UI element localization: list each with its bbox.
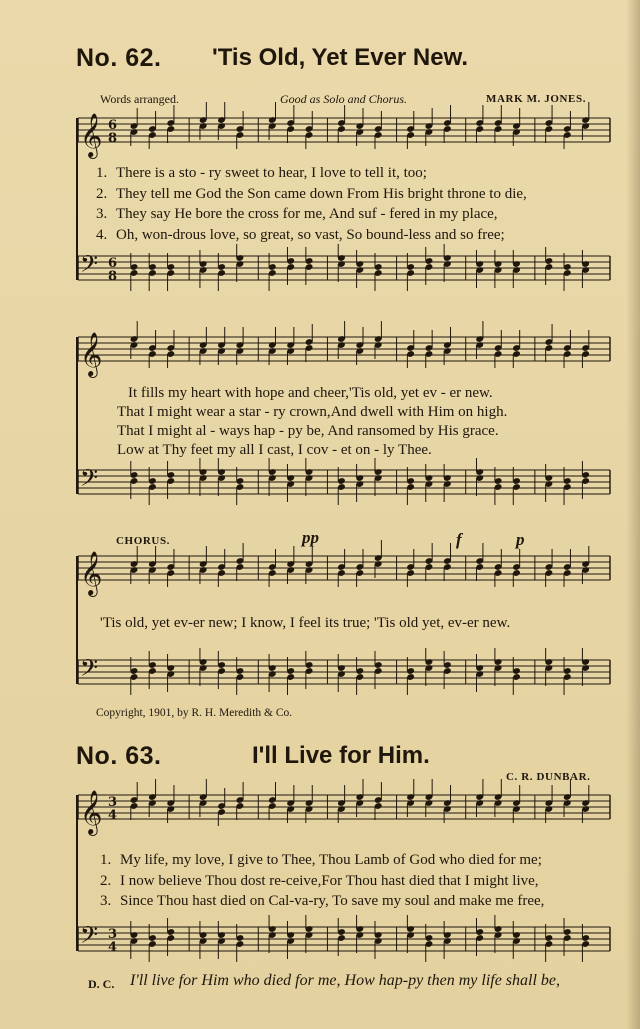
hymn-62-performance-note: Good as Solo and Chorus. [280, 92, 408, 106]
h63-verse-3: Since Thou hast died on Cal-va-ry, To save my soul and make me free, [120, 893, 545, 909]
h63-verse-2: I now believe Thou dost re-ceive,For Thou hast died that I might live, [120, 873, 539, 889]
hymn-62-composer: MARK M. JONES. [486, 93, 587, 105]
time-signature-bottom: 8 [108, 269, 118, 284]
bass-clef: 𝄢 [80, 654, 99, 687]
hymn-62-number: No. 62. [76, 44, 162, 72]
verse-4-num: 4. [96, 227, 108, 243]
h63-verse-1: My life, my love, I give to Thee, Thou Lamb of God who died for me; [120, 852, 542, 868]
h63-verse-2-num: 2. [100, 873, 112, 889]
verse-3-line-2: That I might al - ways hap - py be, And ransomed by His grace. [117, 423, 499, 439]
time-signature-bottom: 8 [108, 131, 118, 146]
verse-2-line-1: They tell me God the Son came down From His bright throne to die, [116, 186, 527, 202]
hymn-63-composer: C. R. DUNBAR. [506, 771, 591, 783]
time-signature-bottom: 4 [108, 940, 118, 955]
verse-2-num: 2. [96, 186, 108, 202]
hymn-63-number: No. 63. [76, 742, 162, 770]
copyright-notice: Copyright, 1901, by R. H. Meredith & Co. [96, 707, 293, 719]
verse-3-num: 3. [96, 206, 108, 222]
hymn-62-title: 'Tis Old, Yet Ever New. [212, 44, 469, 71]
time-signature-top: 6 [108, 256, 118, 271]
bass-clef: 𝄢 [80, 464, 99, 497]
bass-clef: 𝄢 [80, 921, 99, 954]
h63-verse-3-num: 3. [100, 893, 112, 909]
time-signature-top: 3 [108, 927, 118, 942]
time-signature-bottom: 4 [108, 808, 118, 823]
verse-1-line-2: It fills my heart with hope and cheer,'Tis old, yet ev - er new. [128, 385, 493, 401]
hymn-62-words-credit: Words arranged. [100, 92, 180, 106]
chorus-label: CHORUS. [116, 535, 171, 547]
bass-clef: 𝄢 [80, 250, 99, 283]
verse-1-num: 1. [96, 165, 108, 181]
verse-4-line-1: Oh, won-drous love, so great, so vast, So bound-less and so free; [116, 227, 505, 243]
h63-verse-1-num: 1. [100, 852, 112, 868]
dynamic-f: f [456, 530, 462, 549]
verse-3-line-1: They say He bore the cross for me, And suf - fered in my place, [116, 206, 498, 222]
treble-clef: 𝄞 [80, 790, 103, 834]
chorus-text: 'Tis old, yet ev-er new; I know, I feel its true; 'Tis old yet, ev-er new. [100, 615, 511, 631]
dc-label: D. C. [88, 977, 115, 991]
verse-4-line-2: Low at Thy feet my all I cast, I cov - et on - ly Thee. [117, 442, 432, 458]
verse-2-line-2: That I might wear a star - ry crown,And dwell with Him on high. [117, 404, 508, 420]
verse-1-line-1: There is a sto - ry sweet to hear, I love to tell it, too; [116, 165, 427, 181]
treble-clef: 𝄞 [80, 551, 103, 595]
time-signature-top: 3 [108, 795, 118, 810]
treble-clef: 𝄞 [80, 332, 103, 376]
dynamic-p: p [516, 530, 525, 549]
dc-text: I'll live for Him who died for me, How hap-py then my life shall be, [130, 972, 561, 989]
hymn-63-title: I'll Live for Him. [252, 742, 430, 769]
time-signature-top: 6 [108, 118, 118, 133]
dynamic-pp: pp [302, 528, 319, 547]
treble-clef: 𝄞 [80, 113, 103, 157]
